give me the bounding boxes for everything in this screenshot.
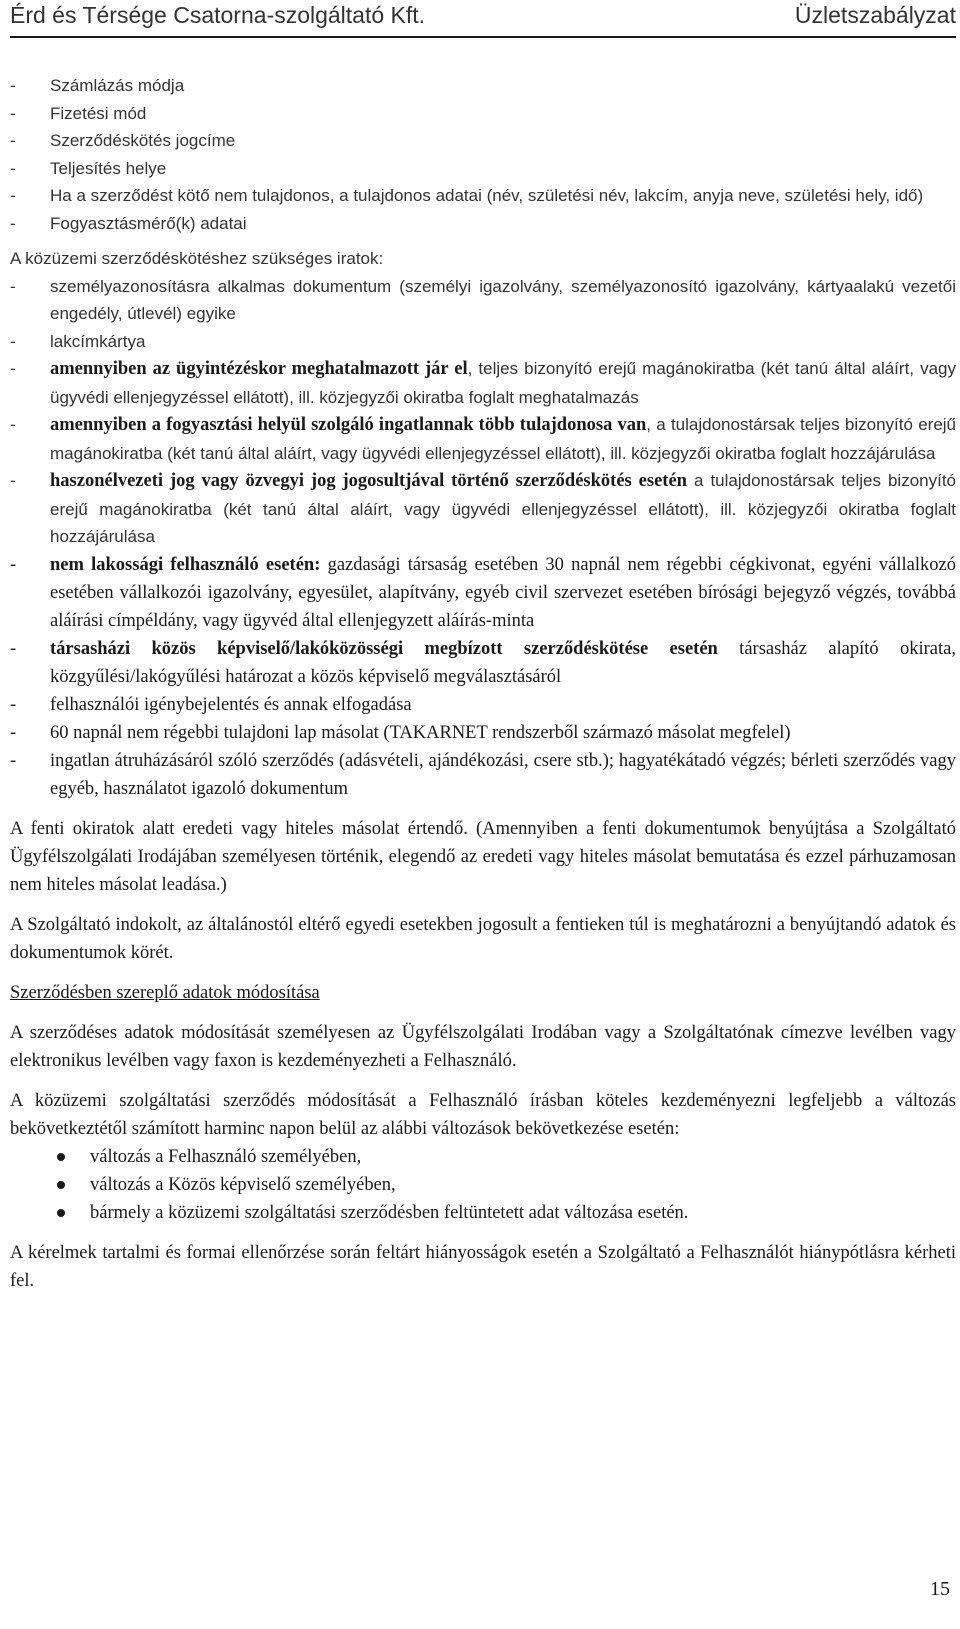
list-item — [10, 467, 956, 551]
item-emphasis: amennyiben az ügyintézéskor meghatalmazott jár el — [50, 359, 468, 379]
item-text: a tulajdonostársak teljes bizonyító erejű magánokiratba (két tanú által aláírt, vagy ügyvédi ellenjegyzéssel ellátott), ill. közjegyzői okiratba foglalt hozzájárulása — [50, 471, 957, 546]
list-item: - lakcímkártya — [10, 328, 956, 356]
item-emphasis: társasházi közös képviselő/lakóközösségi megbízott szerződéskötése esetén — [50, 638, 718, 659]
list-item: bármely a közüzemi szolgáltatási szerződésben feltüntetett adat változása esetén. — [10, 1199, 956, 1227]
paragraph-additional-documents: A Szolgáltató indokolt, az általánostól eltérő egyedi esetekben jogosult a fentieken túl is meghatározni a benyújtandó adatok és dokumentumok körét. — [10, 914, 956, 963]
page-content — [10, 72, 956, 1295]
list-item: - Fogyasztásmérő(k) adatai — [10, 210, 956, 238]
list-item: - 60 napnál nem régebbi tulajdoni lap másolat (TAKARNET rendszerből származó másolat megfelel) — [10, 719, 956, 747]
paragraph-certified-copies: A fenti okiratok alatt eredeti vagy hiteles másolat értendő. (Amennyiben a fenti dokumentumok benyújtása a Szolgáltató Ügyfélszolgálati Irodájában személyesen történik, elegendő az eredeti vagy hiteles másolat bemutatása és ezzel párhuzamosan nem hiteles másolat leadása.) — [10, 818, 956, 895]
list-item: változás a Közös képviselő személyében, — [10, 1171, 956, 1199]
item-emphasis: nem lakossági felhasználó esetén: — [50, 554, 321, 575]
item-text: gazdasági társaság esetében 30 napnál nem régebbi cégkivonat, egyéni vállalkozó esetében vállalkozói igazolvány, egyesület, alapítvány, egyéb civil szervezet esetében bírósági bejegyző végzés, továbbá aláírási címpéldány, vagy ügyvéd által ellenjegyzett aláírás-minta — [50, 554, 956, 631]
paragraph-modification-obligation: A közüzemi szolgáltatási szerződés módosítását a Felhasználó írásban köteles kezdeményezni legfeljebb a változás bekövetkeztétől számított harminc napon belül az alábbi változások bekövetkezése esetén: — [10, 1090, 956, 1139]
list-item — [10, 635, 956, 691]
document-title: Üzletszabályzat — [794, 2, 956, 28]
list-item — [10, 411, 956, 467]
section-title — [10, 979, 956, 1007]
list-item: - Ha a szerződést kötő nem tulajdonos, a tulajdonos adatai (név, születési név, lakcím, anyja neve, születési hely, idő) — [10, 182, 956, 210]
documents-heading: A közüzemi szerződéskötéshez szükséges iratok: — [10, 249, 384, 268]
item-emphasis: amennyiben a fogyasztási helyül szolgáló ingatlannak több tulajdonosa van — [50, 415, 647, 435]
required-documents-list — [10, 273, 956, 803]
list-item: - Számlázás módja — [10, 72, 956, 100]
list-item: - Teljesítés helye — [10, 155, 956, 183]
paragraph-deficiency-remedy: A kérelmek tartalmi és formai ellenőrzése során feltárt hiányosságok esetén a Szolgáltató a Felhasználót hiánypótlásra kérheti fel. — [10, 1242, 956, 1291]
change-cases-list — [10, 1143, 956, 1227]
page-header — [10, 0, 956, 38]
paragraph-modification-channels: A szerződéses adatok módosítását személyesen az Ügyfélszolgálati Irodában vagy a Szolgáltatónak címezve levélben vagy elektronikus levélben vagy faxon is kezdeményezheti a Felhasználó. — [10, 1022, 956, 1071]
list-item: - személyazonosításra alkalmas dokumentum (személyi igazolvány, személyazonosító igazolvány, kártyaalakú vezetői engedély, útlevél) egyike — [10, 273, 956, 328]
list-item: - ingatlan átruházásáról szóló szerződés (adásvételi, ajándékozási, csere stb.); hagyatékátadó végzés; bérleti szerződés vagy egyéb, használatot igazoló dokumentum — [10, 747, 956, 803]
item-text: , a tulajdonostársak teljes bizonyító erejű magánokiratba (két tanú által aláírt, vagy ügyvédi ellenjegyzéssel ellátott), ill. közjegyzői okiratba foglalt hozzájárulása — [50, 415, 957, 463]
list-item: - Fizetési mód — [10, 100, 956, 128]
item-text: társasház alapító okirata, közgyűlési/lakógyűlési határozat a közös képviselő megválasztásáról — [50, 638, 956, 687]
list-item: változás a Felhasználó személyében, — [10, 1143, 956, 1171]
list-item — [10, 551, 956, 635]
list-item: - felhasználói igénybejelentés és annak elfogadása — [10, 691, 956, 719]
company-name: Érd és Térsége Csatorna-szolgáltató Kft. — [10, 2, 426, 28]
list-item: - Szerződéskötés jogcíme — [10, 127, 956, 155]
list-item — [10, 355, 956, 411]
data-fields-list — [10, 72, 956, 237]
item-text: , teljes bizonyító erejű magánokiratba (két tanú által aláírt, vagy ügyvédi ellenjegyzéssel ellátott), ill. közjegyzői okiratba foglalt meghatalmazás — [50, 359, 956, 407]
section-title-text: Szerződésben szereplő adatok módosítása — [10, 982, 320, 1003]
page-number: 15 — [930, 1578, 950, 1600]
item-emphasis: haszonélvezeti jog vagy özvegyi jog jogosultjával történő szerződéskötés esetén — [50, 471, 687, 491]
